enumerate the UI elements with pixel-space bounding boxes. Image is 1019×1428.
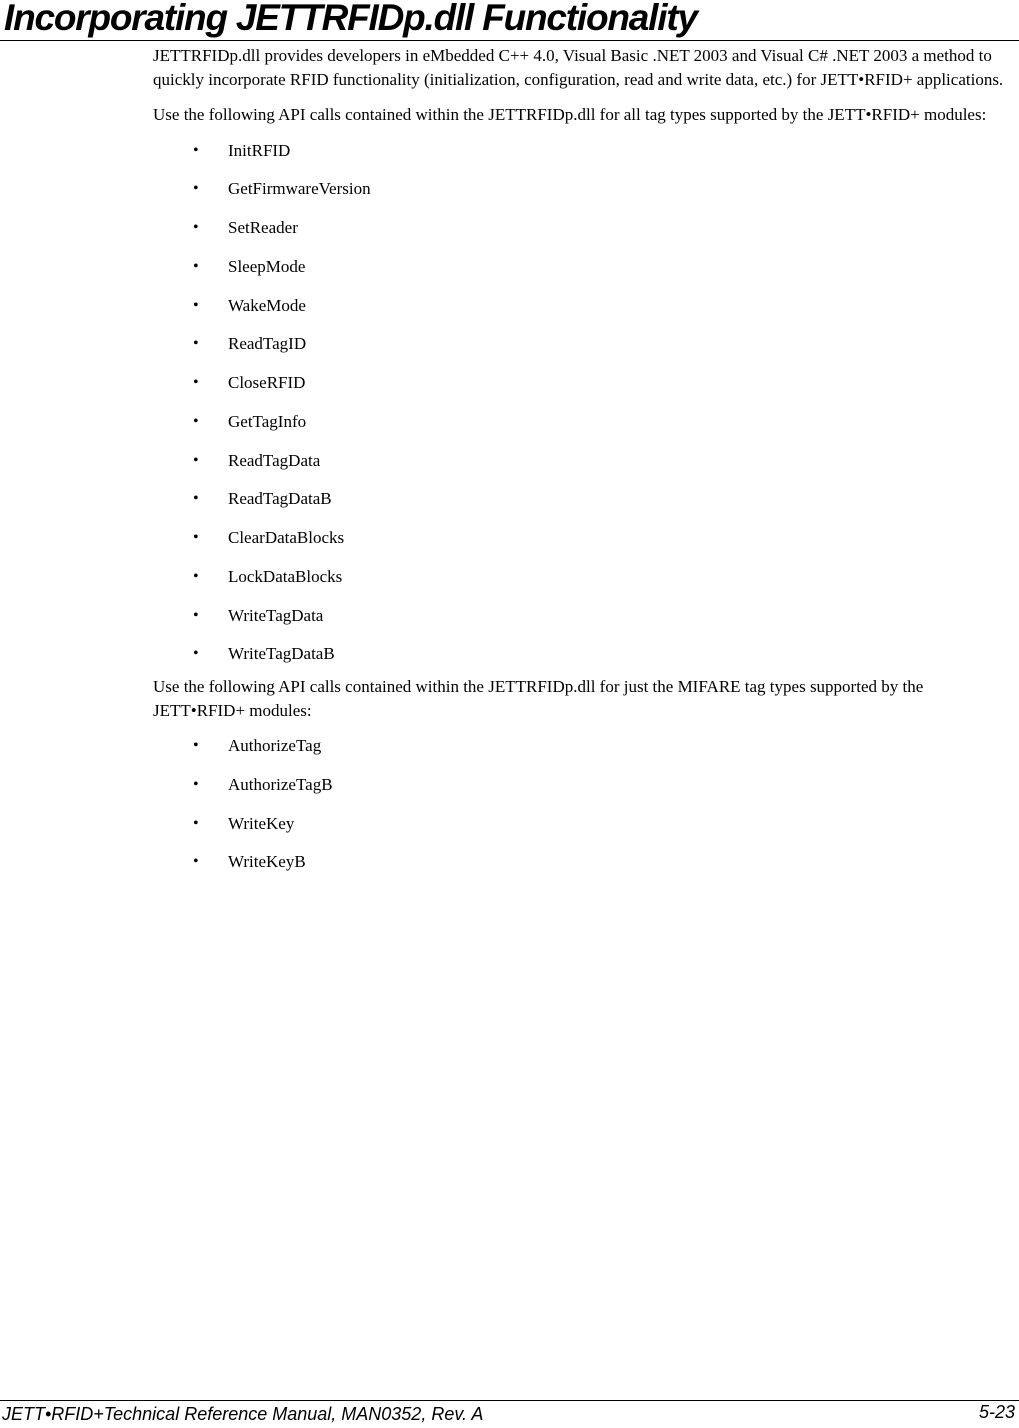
api-call-item [153,635,1013,674]
api-call-item [153,597,1013,636]
bullet-icon: • [193,529,199,546]
api-call-item [153,480,1013,519]
api-call-item [153,558,1013,597]
footer-page-number: 5-23 [978,1402,1015,1422]
bullet-icon: • [193,775,199,793]
api-call-item [153,442,1013,481]
bullet-icon: • [193,567,199,585]
api-call-name: WriteKeyB [228,852,306,872]
api-call-name: GetFirmwareVersion [228,179,371,199]
api-call-item [153,727,1013,766]
api-call-name: SetReader [228,218,298,237]
api-call-name: WriteKey [228,813,295,833]
api-call-name: WriteTagDataB [228,644,335,664]
api-call-name: ReadTagDataB [228,489,332,509]
all-tags-api-list [153,132,1013,675]
bullet-icon: • [193,490,199,508]
api-call-item [153,403,1013,442]
api-call-item [153,766,1013,805]
bullet-icon: • [193,412,199,430]
api-call-name: ReadTagID [228,334,307,354]
footer-divider [0,1400,1019,1401]
api-call-item [153,170,1013,209]
bullet-icon: • [193,257,199,275]
api-call-name: AuthorizeTagB [228,774,333,794]
intro-paragraph: JETTRFIDp.dll provides developers in eMbedded C++ 4.0, Visual Basic .NET 2003 and Visual C# .NET 2003 a method to quickly incorporate RFID functionality (initialization, configuration, read and write data, etc.) for JETT•RFID+ applications. [153,46,1004,89]
bullet-icon: • [193,141,199,159]
bullet-icon: • [193,645,199,663]
api-call-name: WakeMode [228,295,306,315]
api-call-item [153,519,1013,558]
mifare-api-list [153,727,1013,882]
mifare-tags-paragraph: Use the following API calls contained within the JETTRFIDp.dll for just the MIFARE tag types supported by the JETT•RFID+ modules: [153,677,924,720]
bullet-icon: • [193,374,199,391]
all-tags-paragraph: Use the following API calls contained within the JETTRFIDp.dll for all tag types supported by the JETT•RFID+ modules: [153,105,987,124]
api-call-name: SleepMode [228,256,306,276]
api-call-item [153,364,1013,403]
api-call-item [153,287,1013,326]
bullet-icon: • [193,606,199,624]
bullet-icon: • [193,335,199,353]
bullet-icon: • [193,180,199,198]
api-call-name: CloseRFID [228,373,306,392]
api-call-name: WriteTagData [228,605,324,625]
api-call-name: GetTagInfo [228,411,307,431]
bullet-icon: • [193,814,199,832]
title-divider [0,40,1019,41]
footer-manual-title: JETT•RFID+Technical Reference Manual, MAN0352, Rev. A [2,1404,484,1424]
api-call-name: ClearDataBlocks [228,528,345,547]
api-call-name: LockDataBlocks [228,566,343,586]
bullet-icon: • [193,296,199,314]
api-call-item [153,325,1013,364]
bullet-icon: • [193,737,199,754]
api-call-item [153,209,1013,248]
api-call-name: AuthorizeTag [228,736,322,755]
page-title: Incorporating JETTRFIDp.dll Functionality [4,0,697,38]
api-call-item [153,132,1013,171]
api-call-item [153,248,1013,287]
bullet-icon: • [193,451,199,469]
api-call-name: InitRFID [228,140,291,160]
bullet-icon: • [193,853,199,871]
document-body [153,44,1013,882]
api-call-item [153,843,1013,882]
api-call-item [153,805,1013,844]
api-call-name: ReadTagData [228,450,321,470]
bullet-icon: • [193,219,199,236]
